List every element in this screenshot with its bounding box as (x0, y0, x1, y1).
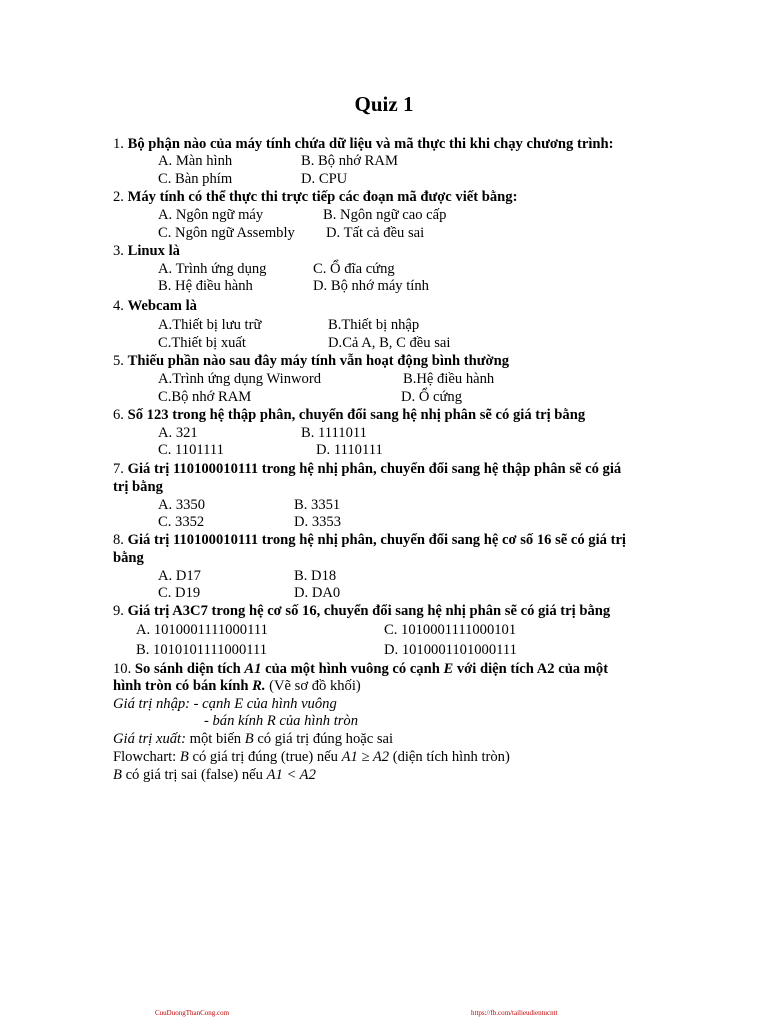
q9-option-c: C. 1010001111000101 (384, 622, 517, 638)
q4-option-d: D.Cả A, B, C đều sai (328, 335, 451, 351)
question-10-continued: hình tròn có bán kính R. (Vẽ sơ đồ khối) (113, 678, 361, 694)
q7-option-c: C. 3352 (158, 514, 205, 530)
q4-option-c: C.Thiết bị xuất (158, 335, 246, 351)
q6-option-b: B. 1111011 (301, 425, 367, 441)
output-values-line: Giá trị xuất: một biến B có giá trị đúng hoặc sai (113, 731, 394, 747)
question-2: 2. Máy tính có thể thực thi trực tiếp các đoạn mã được viết bằng: (113, 189, 518, 205)
input-values-line: Giá trị nhập: - cạnh E của hình vuông (113, 696, 337, 712)
q3-option-a: A. Trình ứng dụng (158, 261, 267, 277)
q3-option-b: B. Hệ điều hành (158, 278, 253, 294)
question-7: 7. Giá trị 110100010111 trong hệ nhị phân, chuyển đổi sang hệ thập phân sẽ có giá (113, 461, 622, 477)
q8-option-b: B. D18 (294, 568, 337, 584)
q6-option-d: D. 1110111 (316, 442, 383, 458)
question-10: 10. So sánh diện tích A1 của một hình vuông có cạnh E với diện tích A2 của một (113, 661, 609, 677)
q5-option-c: C.Bộ nhớ RAM (158, 389, 252, 405)
q8-option-d: D. DA0 (294, 585, 341, 601)
q5-option-b: B.Hệ điều hành (403, 371, 495, 387)
q7-option-b: B. 3351 (294, 497, 341, 513)
flowchart-line: Flowchart: B có giá trị đúng (true) nếu A1 ≥ A2 (diện tích hình tròn) (113, 749, 510, 765)
q2-option-d: D. Tất cả đều sai (326, 225, 425, 241)
q1-option-d: D. CPU (301, 171, 348, 187)
q8-option-a: A. D17 (158, 568, 201, 584)
q9-option-a: A. 1010001111000111 (136, 622, 268, 638)
question-4: 4. Webcam là (113, 298, 197, 314)
question-3: 3. Linux là (113, 243, 180, 259)
question-8-continued: bằng (113, 550, 144, 566)
page-title: Quiz 1 (354, 92, 414, 116)
question-6: 6. Số 123 trong hệ thập phân, chuyển đổi sang hệ nhị phân sẽ có giá trị bằng (113, 407, 586, 423)
q5-option-a: A.Trình ứng dụng Winword (158, 371, 322, 387)
q2-option-c: C. Ngôn ngữ Assembly (158, 225, 295, 241)
question-1: 1. Bộ phận nào của máy tính chứa dữ liệu và mã thực thi khi chạy chương trình: (113, 136, 614, 152)
q7-option-d: D. 3353 (294, 514, 342, 530)
q3-option-c: C. Ổ đĩa cứng (313, 261, 395, 277)
q7-option-a: A. 3350 (158, 497, 206, 513)
question-5: 5. Thiếu phần nào sau đây máy tính vẫn hoạt động bình thường (113, 353, 510, 369)
q2-option-a: A. Ngôn ngữ máy (158, 207, 264, 223)
q9-option-d: D. 1010001101000111 (384, 642, 517, 658)
q6-option-a: A. 321 (158, 425, 198, 441)
q5-option-d: D. Ổ cứng (401, 389, 463, 405)
footer-left-link[interactable]: CuuDuongThanCong.com (155, 1009, 230, 1017)
footer-right-link[interactable]: https://fb.com/tailieudientucntt (471, 1009, 558, 1017)
question-9: 9. Giá trị A3C7 trong hệ cơ số 16, chuyển đổi sang hệ nhị phân sẽ có giá trị bằng (113, 603, 611, 619)
q3-option-d: D. Bộ nhớ máy tính (313, 278, 429, 294)
input-values-line-2: - bán kính R của hình tròn (204, 713, 359, 729)
q1-option-b: B. Bộ nhớ RAM (301, 153, 398, 169)
question-7-continued: trị bằng (113, 479, 163, 495)
question-8: 8. Giá trị 110100010111 trong hệ nhị phân, chuyển đổi sang hệ cơ số 16 sẽ có giá trị (113, 532, 626, 548)
false-condition-line: B có giá trị sai (false) nếu A1 < A2 (113, 767, 316, 783)
q6-option-c: C. 1101111 (158, 442, 224, 458)
q1-option-c: C. Bàn phím (158, 171, 233, 187)
q4-option-a: A.Thiết bị lưu trữ (158, 317, 262, 333)
q4-option-b: B.Thiết bị nhập (328, 317, 420, 333)
q9-option-b: B. 1010101111000111 (136, 642, 268, 658)
q2-option-b: B. Ngôn ngữ cao cấp (323, 207, 447, 223)
q1-option-a: A. Màn hình (158, 153, 233, 169)
q8-option-c: C. D19 (158, 585, 201, 601)
